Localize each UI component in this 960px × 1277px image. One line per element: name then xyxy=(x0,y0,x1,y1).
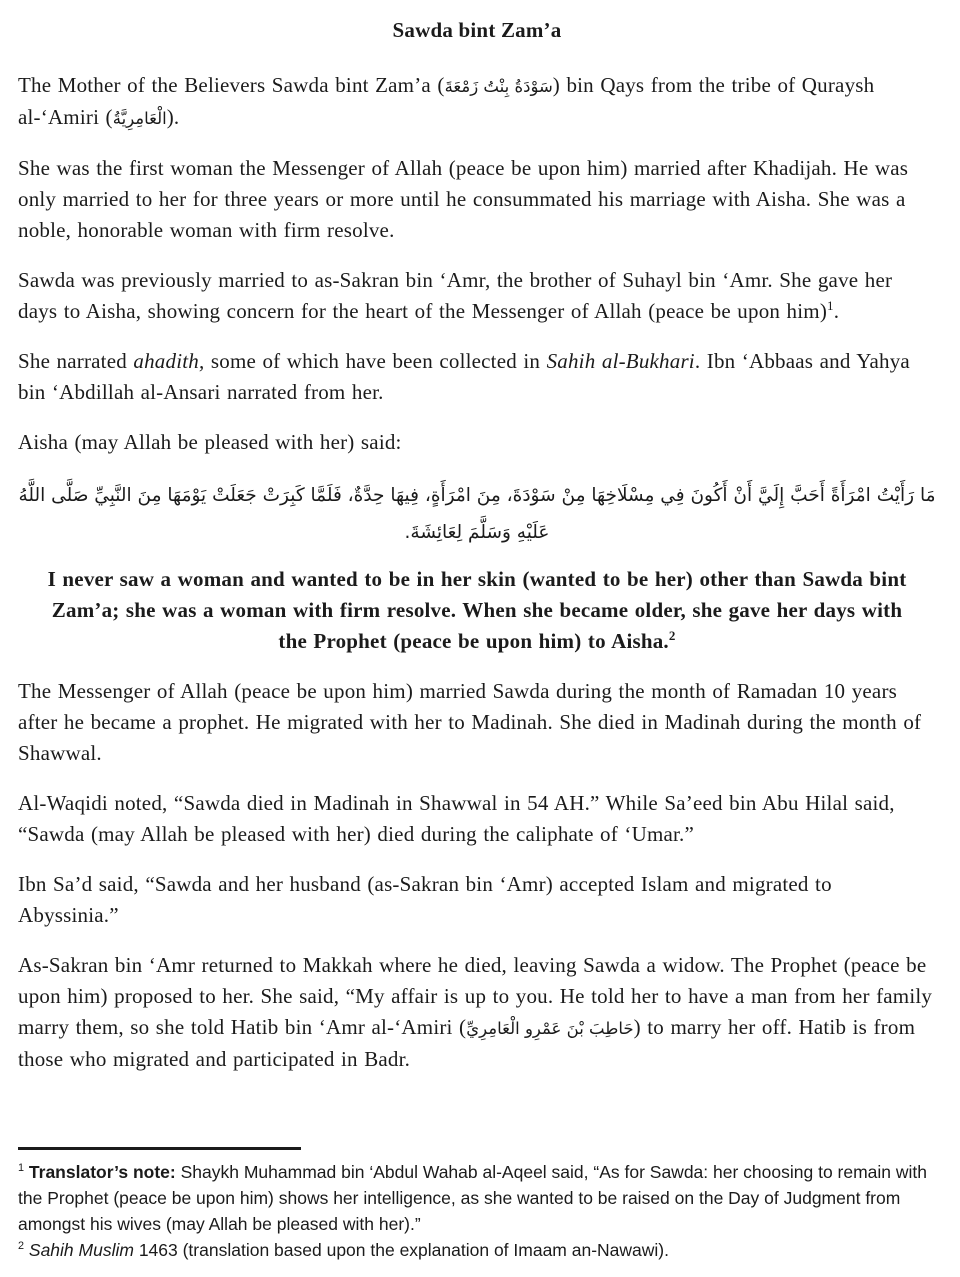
text-segment: ahadith, xyxy=(133,349,205,373)
text-segment: Ibn Sa’d said, “Sawda and her husband (as-Sakran bin ‘Amr) accepted Islam and migrated to Abyssinia.” xyxy=(18,872,832,927)
footnote-separator xyxy=(18,1147,301,1150)
text-segment: The Messenger of Allah (peace be upon him) married Sawda during the month of Ramadan 10 years after he became a prophet. He migrated with her to Madinah. She died in Madinah during the month of Shawwal. xyxy=(18,679,922,765)
text-segment: ) to marry her off. Hatib is from those who migrated and participated in Badr. xyxy=(18,1015,916,1071)
footnote-reference: 2 xyxy=(668,628,676,643)
paragraph xyxy=(18,950,936,1075)
text-segment: Shaykh Muhammad bin ‘Abdul Wahab al-Aqeel said, “As for Sawda: her choosing to remain with the Prophet (peace be upon him) shows her intelligence, as she wanted to be raised on the Day of Judgment from amongst his wives (may Allah be pleased with her).” xyxy=(18,1162,928,1234)
text-segment: ) bin Qays from the tribe of Quraysh al-‘Amiri ( xyxy=(18,73,875,129)
text-segment: . Ibn ‘Abbaas and Yahya bin ‘Abdillah al-Ansari narrated from her. xyxy=(18,349,910,404)
text-segment: Sahih al-Bukhari xyxy=(546,349,695,373)
paragraph xyxy=(18,153,936,246)
text-segment: I never saw a woman and wanted to be in her skin (wanted to be her) other than Sawda bint Zam’a; she was a woman with firm resolve. When she became older, she gave her days with the Prophet (peace be upon him) to Aisha. xyxy=(47,567,907,653)
paragraph xyxy=(18,265,936,327)
paragraph xyxy=(18,788,936,850)
document-body xyxy=(18,70,936,1094)
footnote xyxy=(18,1159,936,1237)
footnote-reference: 1 xyxy=(18,1162,25,1175)
paragraph xyxy=(18,869,936,931)
page-title: Sawda bint Zam’a xyxy=(392,18,562,42)
text-segment: Al-Waqidi noted, “Sawda died in Madinah in Shawwal in 54 AH.” While Sa’eed bin Abu Hilal said, “Sawda (may Allah be pleased with her) died during the caliphate of ‘Umar.” xyxy=(18,791,895,846)
text-segment: ). xyxy=(166,105,180,129)
arabic-text: حَاطِبَ بْنَ عَمْرِو الْعَامِرِيِّ xyxy=(466,1019,634,1038)
footnote xyxy=(18,1237,936,1263)
text-segment: . xyxy=(833,299,840,323)
text-segment: As-Sakran bin ‘Amr returned to Makkah where he died, leaving Sawda a widow. The Prophet (peace be upon him) proposed to her. She said, “My affair is up to you. He told her to have a man from her family marry them, so she told Hatib bin ‘Amr al-‘Amiri ( xyxy=(18,953,933,1039)
text-segment: 1463 (translation based upon the explanation of Imaam an-Nawawi). xyxy=(133,1240,669,1260)
arabic-text: الْعَامِرِيَّةُ xyxy=(112,109,167,128)
text-segment: Sawda was previously married to as-Sakran bin ‘Amr, the brother of Suhayl bin ‘Amr. She gave her days to Aisha, showing concern for the heart of the Messenger of Allah (peace be upon him) xyxy=(18,268,893,323)
text-segment: Translator’s note: xyxy=(28,1162,176,1182)
footnote-section xyxy=(18,1147,936,1267)
paragraph xyxy=(18,676,936,769)
footnotes xyxy=(18,1159,936,1263)
text-segment: She narrated xyxy=(18,349,134,373)
arabic-text: سَوْدَةُ بِنْتُ زَمْعَةَ xyxy=(444,77,553,96)
paragraph xyxy=(18,346,936,408)
arabic-quote xyxy=(18,477,936,551)
paragraph xyxy=(18,427,936,458)
translation-quote xyxy=(18,564,936,657)
text-segment: Sahih Muslim xyxy=(28,1240,134,1260)
text-segment: The Mother of the Believers Sawda bint Zam’a ( xyxy=(18,73,445,97)
text-segment: مَا رَأَيْتُ امْرَأَةً أَحَبَّ إِلَيَّ أَنْ أَكُونَ فِي مِسْلَاخِهَا مِنْ سَوْدَةَ، مِنَ امْرَأَةٍ، فِيهَا حِدَّةٌ، فَلَمَّا كَبِرَتْ جَعَلَتْ يَوْمَهَا مِنَ النَّبِيِّ صَلَّى اللَّهُ عَلَيْهِ وَسَلَّمَ لِعَائِشَةَ. xyxy=(18,485,936,543)
text-segment: Aisha (may Allah be pleased with her) said: xyxy=(18,430,402,454)
text-segment: She was the first woman the Messenger of Allah (peace be upon him) married after Khadijah. He was only married to her for three years or more until he consummated his marriage with Aisha. She was a noble, honorable woman with firm resolve. xyxy=(18,156,909,242)
paragraph xyxy=(18,70,936,134)
footnote-reference: 2 xyxy=(18,1240,25,1253)
text-segment: some of which have been collected in xyxy=(204,349,547,373)
footnote-reference: 1 xyxy=(827,298,834,313)
